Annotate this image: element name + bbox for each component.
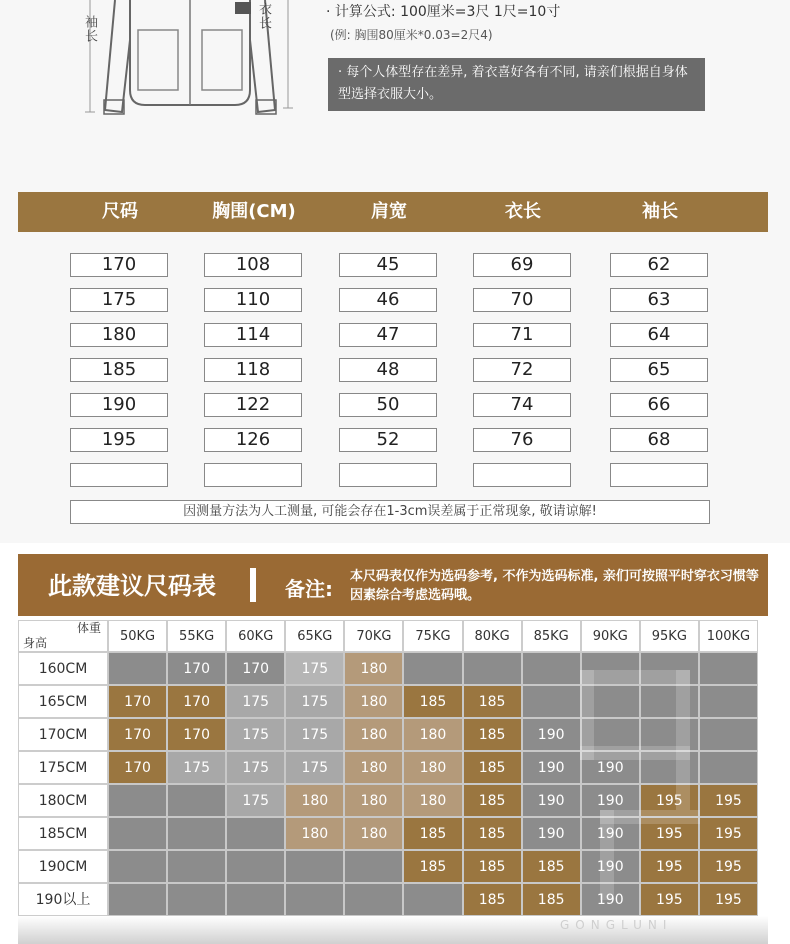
size-recommend-cell xyxy=(285,850,344,883)
size-recommend-cell: 175 xyxy=(285,685,344,718)
weight-header: 80KG xyxy=(463,620,522,652)
size-recommend-cell: 175 xyxy=(226,718,285,751)
header-length: 衣长 xyxy=(505,201,541,222)
size-recommend-cell: 190 xyxy=(522,784,581,817)
size-recommend-cell: 185 xyxy=(403,685,462,718)
weight-header: 70KG xyxy=(344,620,403,652)
size-cell xyxy=(610,463,708,487)
height-label: 185CM xyxy=(18,817,108,850)
brand-watermark xyxy=(570,650,720,920)
size-recommend-cell: 195 xyxy=(699,817,758,850)
height-label: 160CM xyxy=(18,652,108,685)
header-shoulder: 肩宽 xyxy=(371,201,407,222)
size-recommend-cell: 185 xyxy=(463,718,522,751)
size-recommend-cell: 180 xyxy=(285,784,344,817)
corner-height-label: 身高 xyxy=(23,636,48,650)
size-cell: 46 xyxy=(339,288,437,312)
size-cell: 71 xyxy=(473,323,571,347)
header-divider xyxy=(250,568,256,602)
size-recommend-cell: 170 xyxy=(108,685,167,718)
size-cell: 74 xyxy=(473,393,571,417)
size-recommend-cell: 195 xyxy=(640,817,699,850)
size-recommend-cell: 175 xyxy=(167,751,226,784)
size-recommend-cell: 170 xyxy=(226,652,285,685)
size-recommend-cell xyxy=(108,652,167,685)
size-recommend-cell: 195 xyxy=(640,850,699,883)
measurement-disclaimer: 因测量方法为人工测量, 可能会存在1-3cm误差属于正常现象, 敬请谅解! xyxy=(70,500,710,524)
size-recommend-cell: 180 xyxy=(344,784,403,817)
size-cell xyxy=(204,463,302,487)
size-recommend-cell: 185 xyxy=(463,685,522,718)
height-label: 175CM xyxy=(18,751,108,784)
size-recommend-cell xyxy=(108,784,167,817)
size-cell: 185 xyxy=(70,358,168,382)
size-recommend-cell: 195 xyxy=(699,850,758,883)
size-recommend-cell xyxy=(226,817,285,850)
size-recommend-cell: 185 xyxy=(463,817,522,850)
size-recommend-cell: 190 xyxy=(581,883,640,916)
size-recommend-cell xyxy=(167,850,226,883)
size-cell: 69 xyxy=(473,253,571,277)
size-cell: 45 xyxy=(339,253,437,277)
size-recommend-cell: 175 xyxy=(285,751,344,784)
size-recommend-cell: 170 xyxy=(167,718,226,751)
height-label: 190以上 xyxy=(18,883,108,916)
size-cell: 62 xyxy=(610,253,708,277)
size-recommend-cell xyxy=(344,850,403,883)
size-recommend-cell xyxy=(226,883,285,916)
size-cell: 190 xyxy=(70,393,168,417)
size-recommend-cell: 190 xyxy=(581,784,640,817)
size-recommend-cell: 170 xyxy=(108,751,167,784)
size-recommend-cell: 190 xyxy=(581,817,640,850)
size-recommend-cell xyxy=(167,883,226,916)
size-cell: 108 xyxy=(204,253,302,277)
size-recommend-cell: 190 xyxy=(522,751,581,784)
size-cell: 50 xyxy=(339,393,437,417)
size-cell: 175 xyxy=(70,288,168,312)
size-cell: 47 xyxy=(339,323,437,347)
height-label: 190CM xyxy=(18,850,108,883)
formula-line: · 计算公式: 100厘米=3尺 1尺=10寸 xyxy=(326,4,561,20)
size-recommend-cell: 175 xyxy=(285,652,344,685)
size-recommend-cell: 195 xyxy=(640,883,699,916)
header-sleeve: 袖长 xyxy=(642,201,678,222)
size-cell: 170 xyxy=(70,253,168,277)
size-recommend-cell: 195 xyxy=(640,784,699,817)
corner-weight-label: 体重 xyxy=(76,621,101,635)
size-cell: 110 xyxy=(204,288,302,312)
size-recommend-cell: 190 xyxy=(581,850,640,883)
size-recommend-cell xyxy=(285,883,344,916)
body-type-note: · 每个人体型存在差异, 着衣喜好各有不同, 请亲们根据自身体型选择衣服大小。 xyxy=(328,58,705,111)
size-recommend-cell xyxy=(463,652,522,685)
weight-header: 95KG xyxy=(640,620,699,652)
size-recommend-cell: 180 xyxy=(403,751,462,784)
size-recommend-cell: 185 xyxy=(522,850,581,883)
size-recommend-cell: 175 xyxy=(226,751,285,784)
weight-header: 75KG xyxy=(403,620,462,652)
size-cell: 76 xyxy=(473,428,571,452)
size-recommend-cell: 185 xyxy=(522,883,581,916)
size-recommend-cell: 180 xyxy=(403,784,462,817)
size-recommend-cell xyxy=(403,652,462,685)
sleeve-length-label: 袖长 xyxy=(82,15,97,43)
size-cell: 195 xyxy=(70,428,168,452)
size-cell: 48 xyxy=(339,358,437,382)
size-cell xyxy=(70,463,168,487)
size-recommend-cell: 180 xyxy=(285,817,344,850)
size-cell: 65 xyxy=(610,358,708,382)
size-cell: 68 xyxy=(610,428,708,452)
size-recommend-cell xyxy=(226,850,285,883)
height-label: 170CM xyxy=(18,718,108,751)
size-recommend-cell: 185 xyxy=(463,850,522,883)
weight-header: 50KG xyxy=(108,620,167,652)
size-recommend-cell: 180 xyxy=(344,751,403,784)
weight-header: 55KG xyxy=(167,620,226,652)
size-recommend-cell xyxy=(108,883,167,916)
size-recommend-cell: 190 xyxy=(581,751,640,784)
recommend-title: 此款建议尺码表 xyxy=(48,572,216,600)
weight-header: 60KG xyxy=(226,620,285,652)
size-recommend-cell: 185 xyxy=(463,883,522,916)
size-cell: 72 xyxy=(473,358,571,382)
size-cell: 63 xyxy=(610,288,708,312)
size-cell: 180 xyxy=(70,323,168,347)
grid-corner xyxy=(18,620,108,652)
size-recommend-cell xyxy=(344,883,403,916)
size-recommend-cell: 180 xyxy=(403,718,462,751)
size-recommend-cell: 195 xyxy=(699,883,758,916)
size-recommend-cell: 170 xyxy=(167,685,226,718)
size-recommend-cell: 175 xyxy=(226,685,285,718)
size-recommend-cell: 170 xyxy=(167,652,226,685)
height-label: 180CM xyxy=(18,784,108,817)
size-cell: 64 xyxy=(610,323,708,347)
size-cell: 118 xyxy=(204,358,302,382)
size-recommend-cell: 185 xyxy=(403,850,462,883)
watermark-text: GONGLUNI xyxy=(560,918,673,932)
size-recommend-cell: 180 xyxy=(344,718,403,751)
formula-example: (例: 胸围80厘米*0.03=2尺4) xyxy=(330,28,493,42)
size-cell: 122 xyxy=(204,393,302,417)
weight-header: 100KG xyxy=(699,620,758,652)
size-cell: 126 xyxy=(204,428,302,452)
size-recommend-cell xyxy=(167,817,226,850)
size-recommend-cell: 185 xyxy=(403,817,462,850)
size-recommend-cell xyxy=(403,883,462,916)
size-recommend-cell: 180 xyxy=(344,817,403,850)
size-recommend-cell: 175 xyxy=(285,718,344,751)
note-label: 备注: xyxy=(285,577,333,601)
header-chest: 胸围(CM) xyxy=(212,201,296,222)
size-recommend-cell: 180 xyxy=(344,685,403,718)
size-cell xyxy=(339,463,437,487)
size-recommend-cell: 170 xyxy=(108,718,167,751)
size-recommend-cell: 190 xyxy=(522,718,581,751)
size-table-header xyxy=(18,192,768,232)
size-cell: 114 xyxy=(204,323,302,347)
body-length-label: 衣长 xyxy=(256,2,271,30)
size-recommend-cell: 185 xyxy=(463,751,522,784)
size-cell: 52 xyxy=(339,428,437,452)
weight-header: 90KG xyxy=(581,620,640,652)
size-recommend-cell: 190 xyxy=(522,817,581,850)
size-cell: 70 xyxy=(473,288,571,312)
weight-header: 65KG xyxy=(285,620,344,652)
size-recommend-cell xyxy=(167,784,226,817)
size-cell: 66 xyxy=(610,393,708,417)
size-recommend-cell: 185 xyxy=(463,784,522,817)
size-cell xyxy=(473,463,571,487)
note-text: 本尺码表仅作为选码参考, 不作为选码标准, 亲们可按照平时穿衣习惯等因素综合考虑选码哦。 xyxy=(350,569,759,603)
weight-header: 85KG xyxy=(522,620,581,652)
height-label: 165CM xyxy=(18,685,108,718)
size-recommend-cell: 195 xyxy=(699,784,758,817)
size-recommend-cell: 175 xyxy=(226,784,285,817)
size-recommend-cell xyxy=(108,817,167,850)
size-recommend-cell xyxy=(108,850,167,883)
size-recommend-cell: 180 xyxy=(344,652,403,685)
header-size: 尺码 xyxy=(102,201,138,222)
